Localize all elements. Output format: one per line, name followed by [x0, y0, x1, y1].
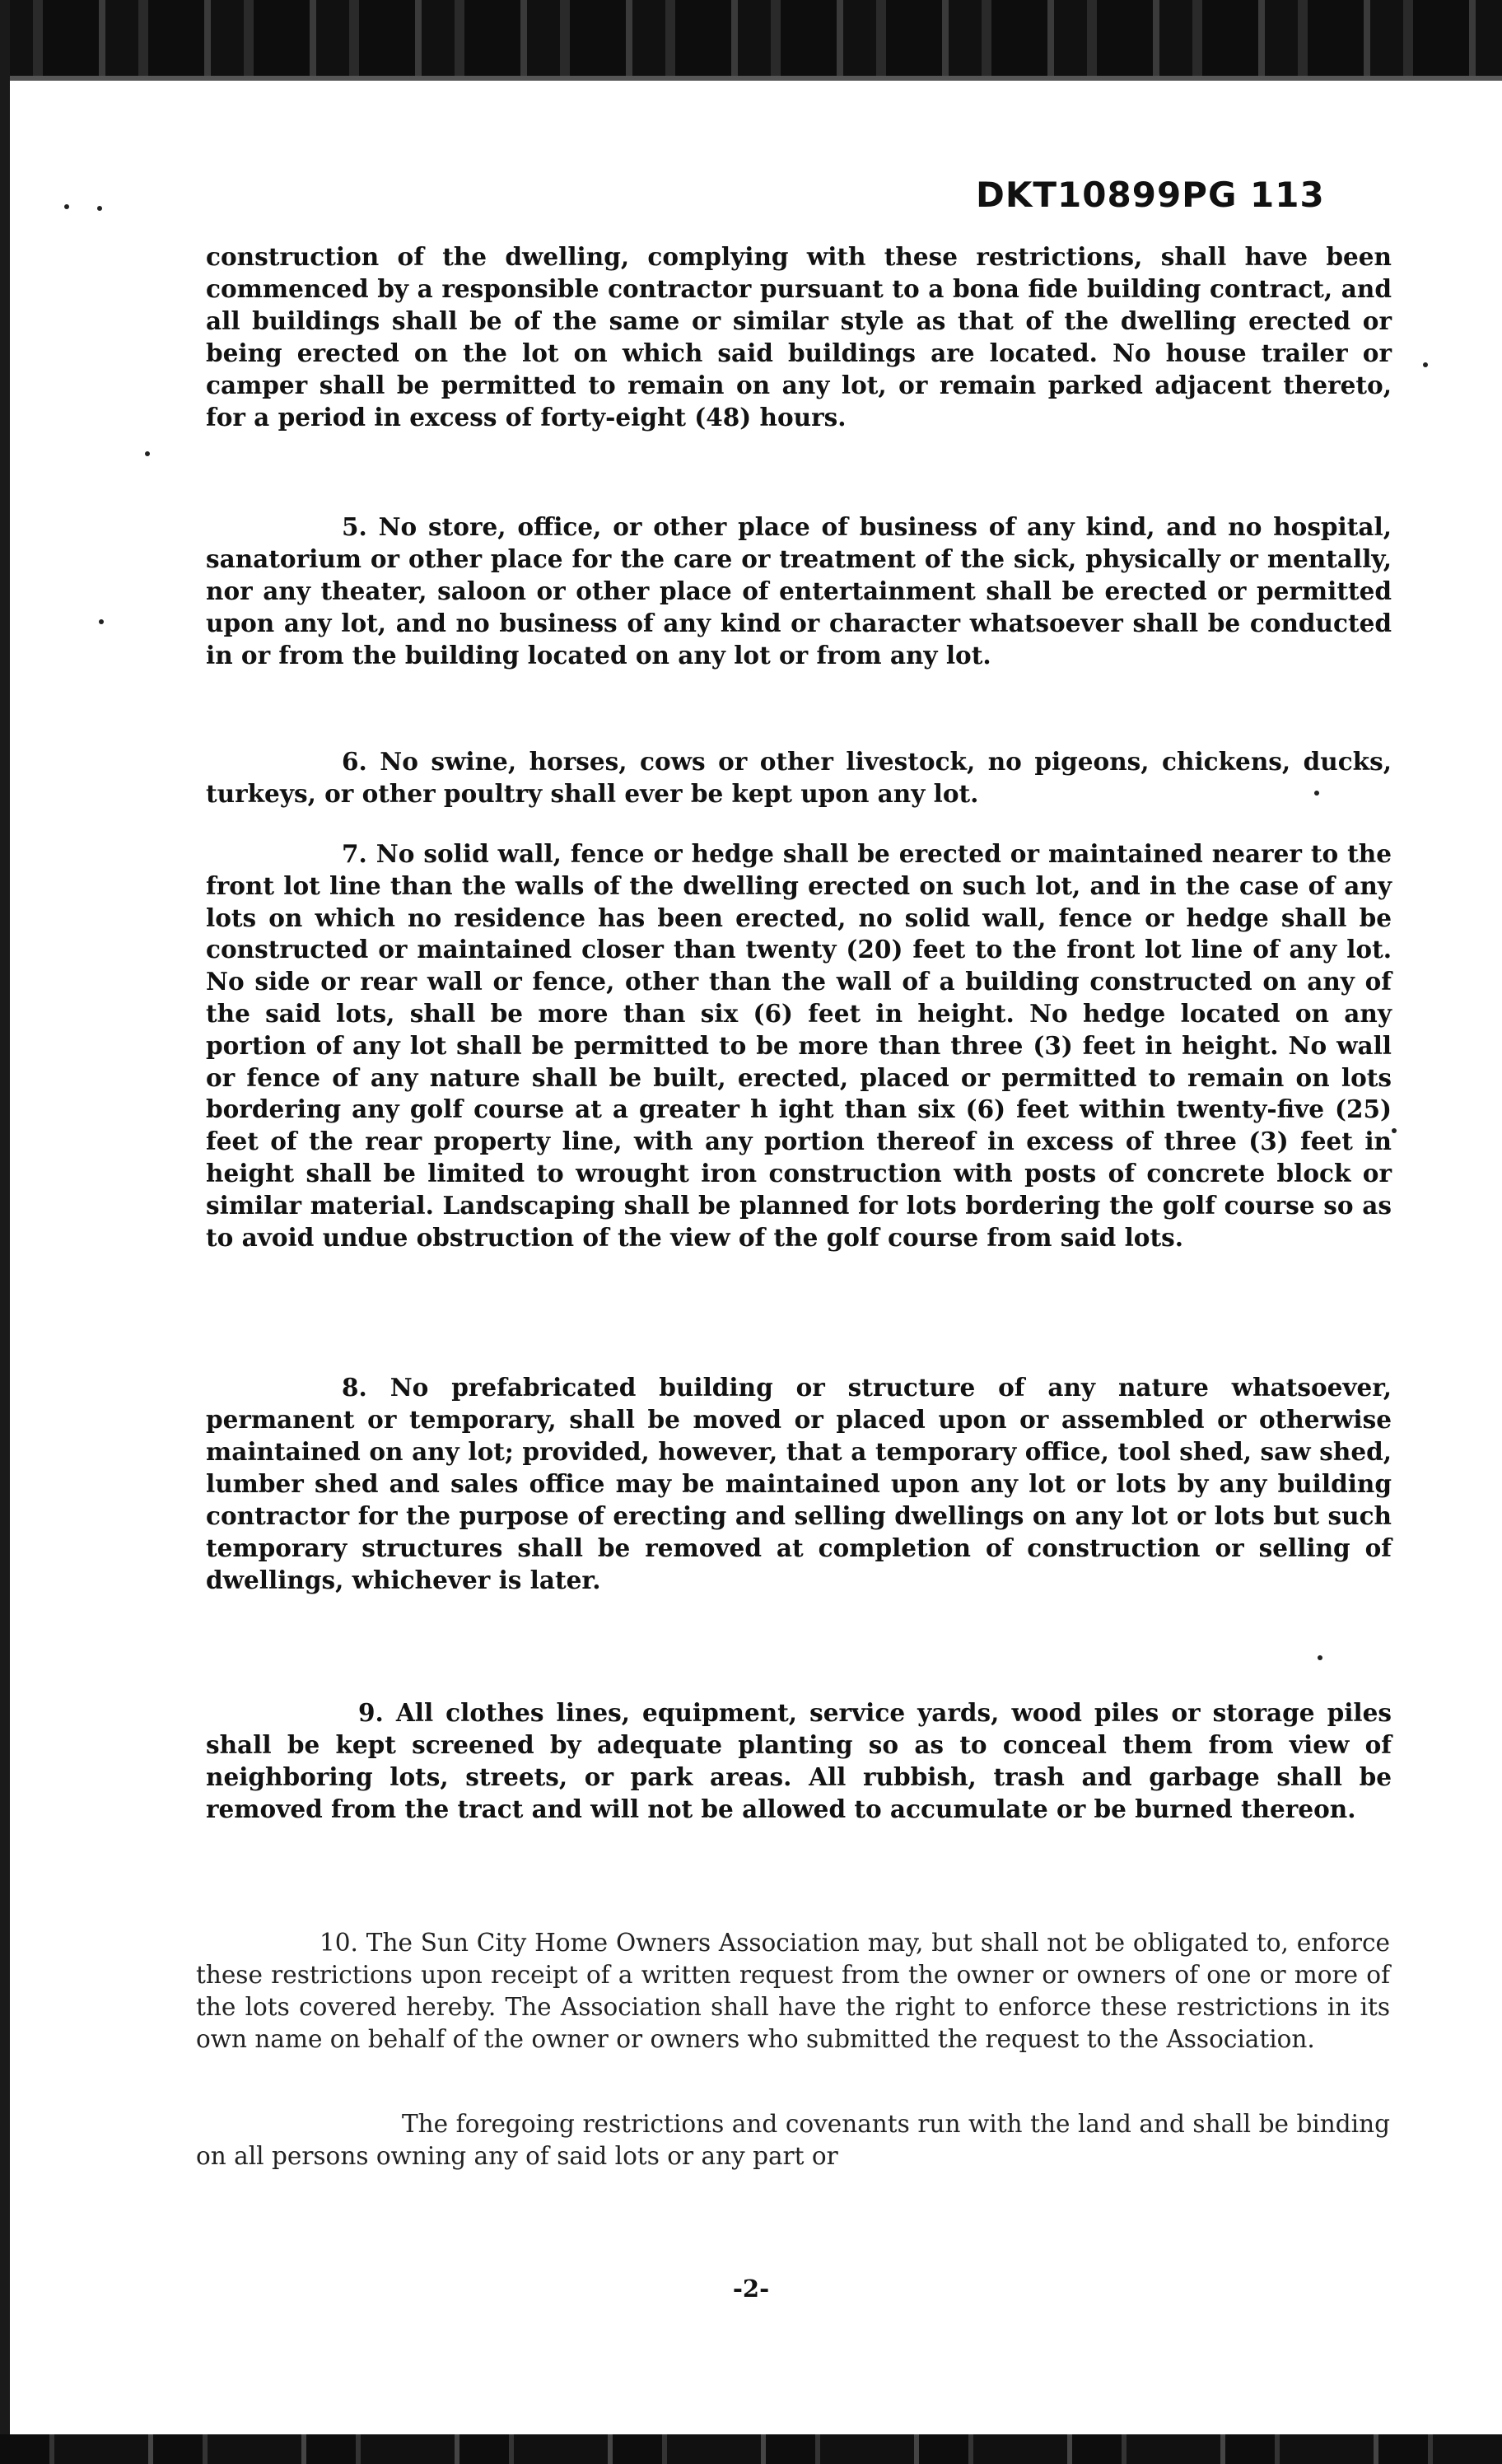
scan-border-left: [0, 0, 10, 2464]
book-page-reference: DKT10899PG 113: [976, 175, 1325, 215]
scan-border-top: [0, 0, 1502, 76]
closing-paragraph: The foregoing restrictions and covenants run with the land and shall be binding on all persons owning any of said lots or any part or: [196, 2110, 1390, 2170]
paragraph-text: No solid wall, fence or hedge shall be erected or maintained nearer to the front lot line than the walls of the dwelling erected on such lot, and in the case of any lots on which no residence has been erected, no solid wall, fence or hedge shall be constructed or maintained closer than twenty (20) feet to the front lot line of any lot. No side or rear wall or fence, other than the wall of a building constructed on any of the said lots, shall be more than six (6) feet in height. No hedge located on any portion of any lot shall be permitted to be more than three (3) feet in height. No wall or fence of any nature shall be built, erected, placed or permitted to remain on lots bordering any golf course at a greater h ight than six (6) feet within twenty-five (25) feet of the rear property line, with any portion thereof in excess of three (3) feet in height shall be limited to wrought iron construction with posts of concrete block or similar material. Landscaping shall be planned for lots bordering the golf course so as to avoid undue obstruction of the view of the golf course from said lots.: [206, 839, 1392, 1252]
scan-speck: [97, 206, 102, 211]
paragraph-10: [196, 1927, 1390, 2056]
paragraph-number: 8.: [342, 1373, 367, 1402]
paragraph-text: All clothes lines, equipment, service yards, wood piles or storage piles shall be kept screened by adequate planting so as to conceal them from view of neighboring lots, streets, or park areas. All rubbish, trash and garbage shall be removed from the tract and will not be allowed to accumulate or be burned thereon.: [206, 1698, 1392, 1823]
continuation-paragraph: construction of the dwelling, complying with these restrictions, shall have been commenced by a responsible contractor pursuant to a bona fide building contract, and all buildings shall be of the same or similar style as that of the dwelling erected or being erected on the lot on which said buildings are located. No house trailer or camper shall be permitted to remain on any lot, or remain parked adjacent thereto, for a period in excess of forty-eight (48) hours.: [206, 242, 1392, 432]
paragraph-6: [206, 745, 1392, 810]
scan-border-bottom: [0, 2434, 1502, 2464]
paragraph-number: 10.: [320, 1929, 358, 1957]
paragraph-text: No prefabricated building or structure of any nature whatsoever, permanent or temporary, shall be moved or placed upon or assembled or otherwise maintained on any lot; provided, however, that a temporary office, tool shed, saw shed, lumber shed and sales office may be maintained upon any lot or lots by any building contractor for the purpose of erecting and selling dwellings on any lot or lots but such temporary structures shall be removed at completion of construction or selling of dwellings, whichever is later.: [206, 1373, 1392, 1594]
paragraph-number: 5.: [342, 512, 367, 541]
scan-speck: [99, 619, 104, 624]
paragraph-text: No swine, horses, cows or other livestock, no pigeons, chickens, ducks, turkeys, or other poultry shall ever be kept upon any lot.: [206, 747, 1392, 808]
paragraph-text: The Sun City Home Owners Association may, but shall not be obligated to, enforce these restrictions upon receipt of a written request from the owner or owners of one or more of the lots covered hereby. The Association shall have the right to enforce these restrictions in its own name on behalf of the owner or owners who submitted the request to the Association.: [196, 1929, 1390, 2053]
scan-speck: [1392, 1128, 1397, 1133]
page-number: -2-: [732, 2275, 770, 2303]
paragraph-5: [206, 511, 1392, 671]
scan-speck: [1423, 362, 1428, 367]
scan-speck: [64, 204, 69, 209]
scan-speck: [145, 451, 150, 456]
scan-speck: [1318, 1655, 1322, 1660]
document-page: [16, 82, 1486, 2431]
paragraph-8: [206, 1371, 1392, 1596]
paragraph-number: 9.: [358, 1698, 384, 1727]
paragraph-number: 6.: [342, 747, 367, 776]
paragraph-7: [206, 838, 1392, 1253]
scan-edge-line: [0, 76, 1502, 81]
paragraph-number: 7.: [342, 839, 367, 868]
paragraph-9: [206, 1696, 1392, 1825]
paragraph-text: No store, office, or other place of business of any kind, and no hospital, sanatorium or other place for the care or treatment of the sick, physically or mentally, nor any theater, saloon or other place of entertainment shall be erected or permitted upon any lot, and no business of any kind or character whatsoever shall be conducted in or from the building located on any lot or from any lot.: [206, 512, 1392, 670]
